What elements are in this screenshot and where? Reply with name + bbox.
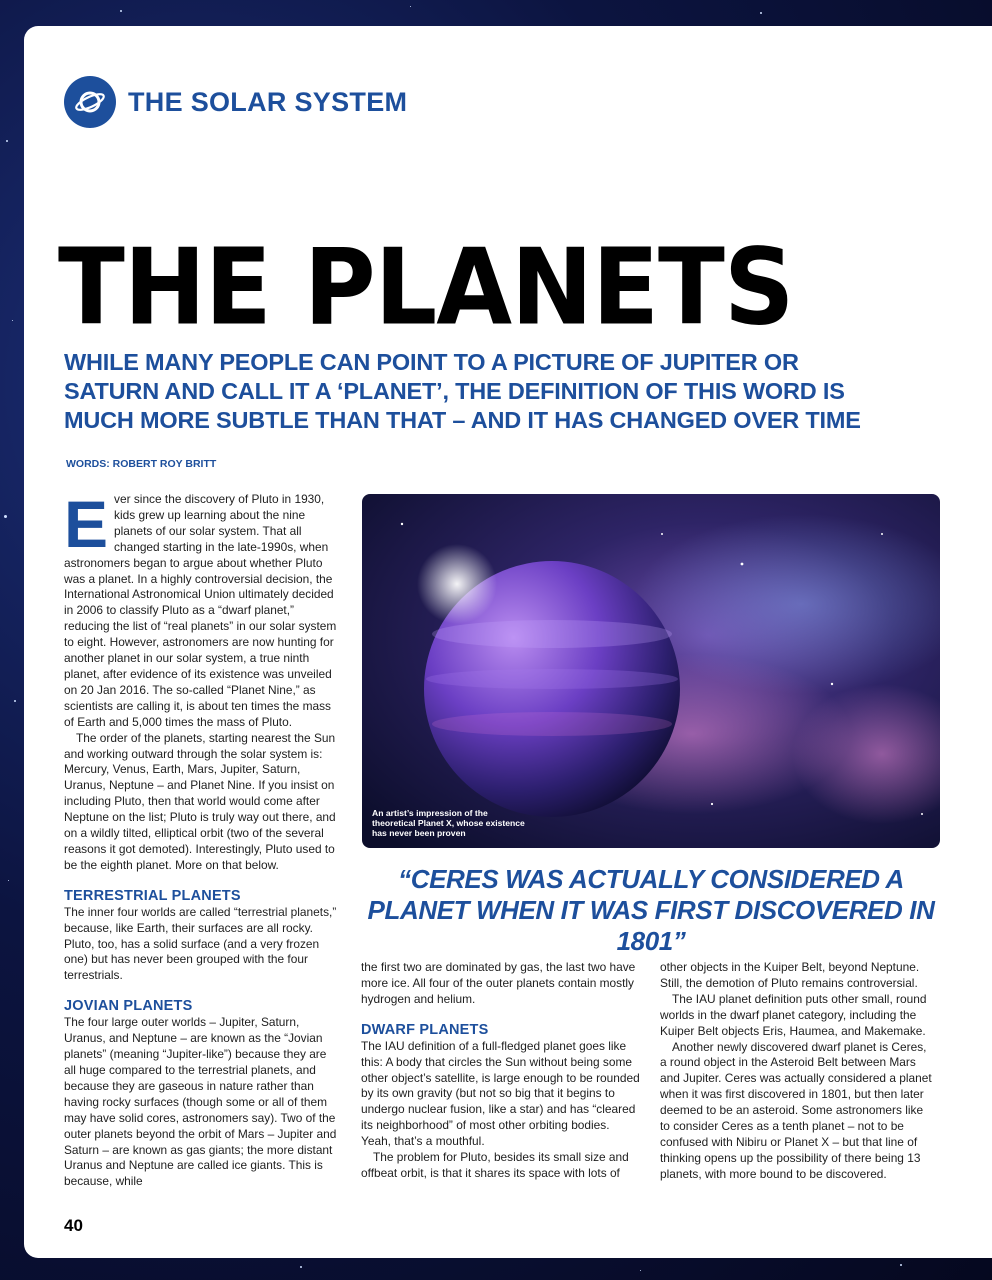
dwarf-heading: DWARF PLANETS	[361, 1021, 489, 1038]
star	[640, 1270, 641, 1271]
iau-definition-paragraph: The IAU planet definition puts other small, round worlds in the dwarf planet category, including the Kuiper Belt objects Eris, Haumea, and Makemake.	[660, 991, 927, 1038]
intro-paragraph	[64, 487, 338, 731]
jovian-paragraph: The four large outer worlds – Jupiter, Saturn, Uranus, and Neptune – are known as the “Jovian planets” (meaning “Jupiter-like”) because they are all huge compared to the terrestrial planets, and because they are gaseous in nature rather than having rocky surfaces (though some or all of them may have solid cores, astronomers say). Two of the outer planets beyond the orbit of Mars – Jupiter and Saturn – are known as gas giants; the more distant Uranus and Neptune are called ice giants. This is because, while	[64, 1015, 337, 1189]
section-header	[64, 76, 407, 128]
star	[900, 1264, 902, 1266]
jovian-heading: JOVIAN PLANETS	[64, 998, 193, 1015]
star	[410, 6, 411, 7]
pluto-problem-continued: other objects in the Kuiper Belt, beyond Neptune. Still, the demotion of Pluto remains controversial.	[660, 960, 920, 990]
terrestrial-paragraph: The inner four worlds are called “terrestrial planets,” because, like Earth, their surfaces are all rocky. Pluto, too, has a solid surface (and a very frozen one) but has never been grouped with the four terrestrials.	[64, 904, 337, 983]
intro-text: ver since the discovery of Pluto in 1930, kids grew up learning about the nine planets of our solar system. That all changed starting in the late-1990s, when astronomers began to argue about whether Pluto was a planet. In a highly controversial decision, the International Astronomical Union ultimately decided in 2006 to classify Pluto as a “dwarf planet,” reducing the list of “real planets” in our solar system to eight. However, astronomers are now hunting for another planet in our solar system, a true ninth planet, after evidence of its existence was unveiled on 20 Jan 2016. The so-called “Planet Nine,” as scientists are calling it, is about ten times the mass of Earth and 5,000 times the mass of Pluto.	[64, 492, 337, 729]
planet-x-illustration	[362, 494, 940, 848]
planet-icon	[64, 76, 116, 128]
jovian-paragraph-continued: the first two are dominated by gas, the last two have more ice. All four of the outer planets contain mostly hydrogen and helium.	[361, 960, 636, 1006]
star	[760, 12, 762, 14]
standfirst: WHILE MANY PEOPLE CAN POINT TO A PICTURE OF JUPITER OR SATURN AND CALL IT A ‘PLANET’, THE DEFINITION OF THIS WORD IS MUCH MORE SUBTLE THAN THAT – AND IT HAS CHANGED OVER TIME	[64, 349, 861, 433]
drop-cap: E	[64, 487, 109, 561]
image-caption: An artist’s impression of the theoretical Planet X, whose existence has never been proven	[372, 808, 525, 838]
pull-quote: “CERES WAS ACTUALLY CONSIDERED A PLANET WHEN IT WAS FIRST DISCOVERED IN 1801”	[367, 864, 935, 956]
dwarf-paragraph: The IAU definition of a full-fledged planet goes like this: A body that circles the Sun without being some other object’s satellite, is large enough to be rounded by its own gravity (but not so big that it begins to undergo nuclear fusion, like a star) and has “cleared its neighborhood” of most other orbiting bodies. Yeah, that’s a mouthful.	[361, 1038, 640, 1149]
star	[14, 700, 16, 702]
pluto-problem-paragraph: The problem for Pluto, besides its small size and offbeat orbit, is that it shares its space with lots of	[361, 1150, 629, 1180]
article-column-2	[361, 960, 641, 1182]
star	[8, 880, 9, 881]
star	[4, 515, 7, 518]
star	[300, 1266, 302, 1268]
section-title: THE SOLAR SYSTEM	[128, 86, 408, 117]
planet-order-paragraph: The order of the planets, starting nearest the Sun and working outward through the solar system is: Mercury, Venus, Earth, Mars, Jupiter, Saturn, Uranus, Neptune – and Planet Nine. If you insist on including Pluto, then that world would come after Neptune on the list; Pluto is truly way out there, and on a wildly tilted, elliptical orbit (two of the several reasons it got demoted). Interestingly, Pluto used to be the eighth planet. More on that below.	[64, 730, 336, 872]
byline: WORDS: ROBERT ROY BRITT	[66, 458, 217, 470]
article-column-3	[660, 960, 936, 1183]
star	[6, 140, 8, 142]
terrestrial-heading: TERRESTRIAL PLANETS	[64, 887, 241, 904]
star	[12, 320, 13, 321]
star	[120, 10, 122, 12]
page-title: THE PLANETS	[58, 227, 794, 350]
article-column-1	[64, 487, 338, 1190]
page-number: 40	[64, 1216, 83, 1235]
magazine-page	[24, 26, 992, 1258]
ceres-paragraph: Another newly discovered dwarf planet is Ceres, a round object in the Asteroid Belt between Mars and Jupiter. Ceres was actually considered a planet when it was first discovered in 1801, but then later deemed to be an asteroid. Some astronomers like to consider Ceres as a tenth planet – not to be confused with Nibiru or Planet X – but that line of thinking opens up the possibility of there being 13 planets, with more bound to be discovered.	[660, 1039, 932, 1181]
